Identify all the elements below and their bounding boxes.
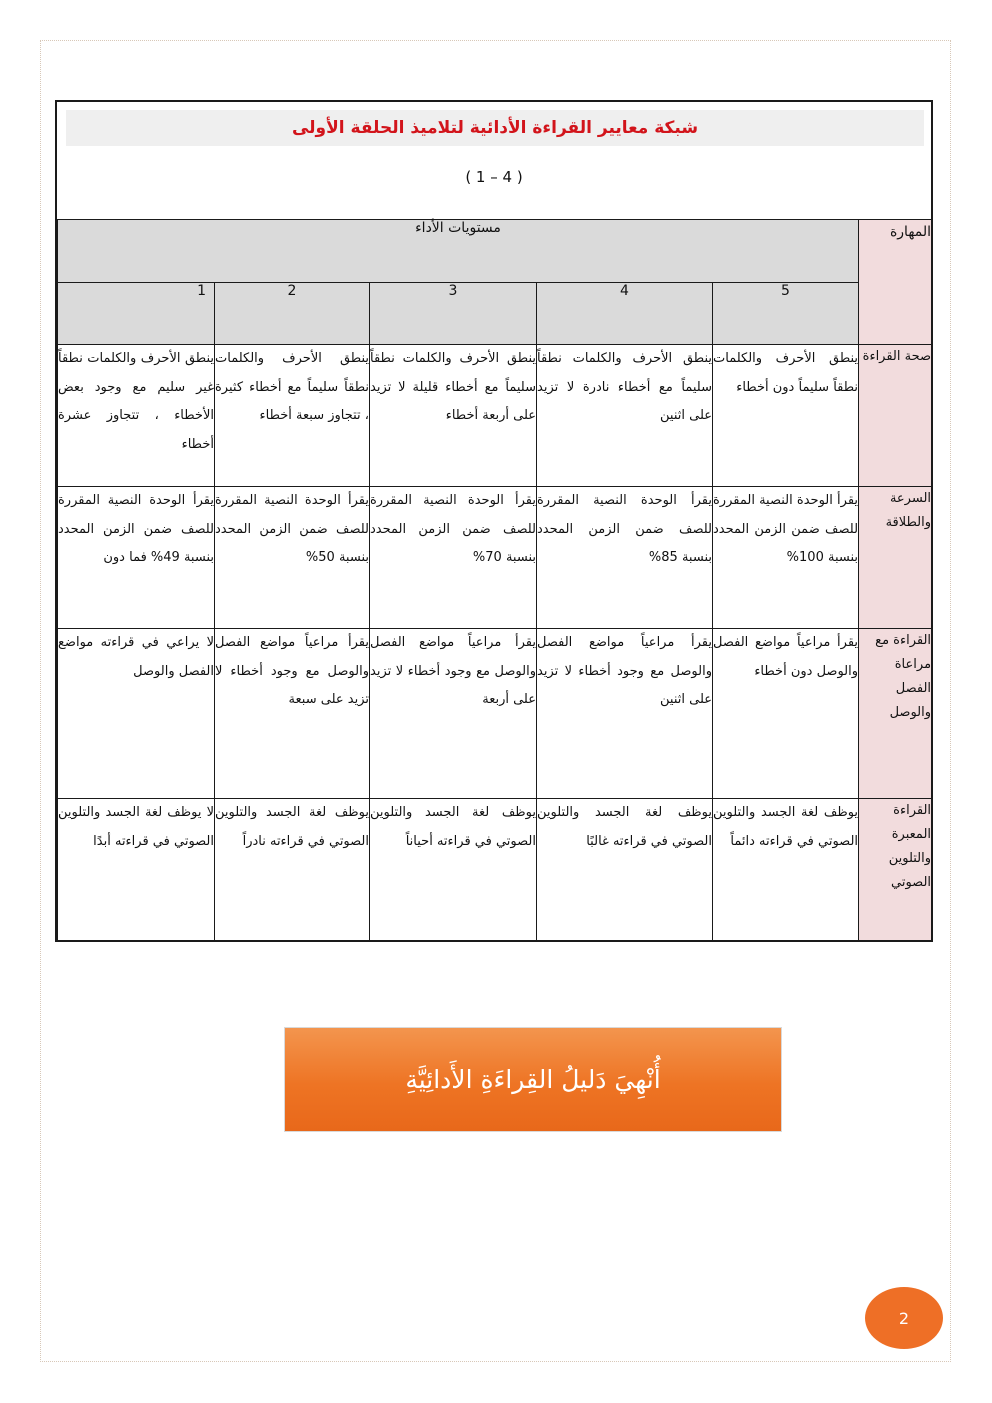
cell-level-4: ينطق الأحرف والكلمات نطقاً سليماً مع أخطاء نادرة لا تزيد على اثنين [537,345,713,487]
page-title: شبكة معايير القراءة الأدائية لتلاميذ الحلقة الأولى [66,110,924,146]
cell-level-3: ينطق الأحرف والكلمات نطقاً سليماً مع أخطاء قليلة لا تزيد على أربعة أخطاء [370,345,537,487]
table-row [58,629,932,799]
rubric-table [55,100,933,942]
cell-level-5: يقرأ مراعياً مواضع الفصل والوصل دون أخطاء [713,629,859,799]
skill-speed-fluency: السرعة والطلاقة [859,487,932,629]
cell-level-1: يقرأ الوحدة النصية المقررة للصف ضمن الزمن المحدد بنسبة 49% فما دون [58,487,215,629]
cell-level-5: يقرأ الوحدة النصية المقررة للصف ضمن الزمن المحدد بنسبة 100% [713,487,859,629]
skill-header: المهارة [859,220,932,345]
level-5: 5 [713,283,859,345]
cell-level-3: يقرأ الوحدة النصية المقررة للصف ضمن الزمن المحدد بنسبة 70% [370,487,537,629]
cell-level-4: يقرأ الوحدة النصية المقررة للصف ضمن الزمن المحدد بنسبة 85% [537,487,713,629]
level-2: 2 [215,283,370,345]
cell-level-1: ينطق الأحرف والكلمات نطقاً غير سليم مع وجود بعض الأخطاء ، تتجاوز عشرة أخطاء [58,345,215,487]
page-number: 2 [865,1287,943,1349]
skill-reading-accuracy: صحة القراءة [859,345,932,487]
cell-level-1: لا يراعي في قراءته مواضع الفصل والوصل [58,629,215,799]
criteria-grid [57,219,932,941]
end-banner-text: أُنْهِيَ دَليلُ القِراءَةِ الأَدائِيَّةِ [405,1065,661,1094]
grade-range: ( 1 – 4 ) [465,168,523,186]
skill-expressive-reading: القراءة المعبرة والتلوين الصوتي [859,799,932,941]
table-row [58,345,932,487]
cell-level-1: لا يوظف لغة الجسد والتلوين الصوتي في قراءته أبدًا [58,799,215,941]
cell-level-2: ينطق الأحرف والكلمات نطقاً سليماً مع أخطاء كثيرة ، تتجاوز سبعة أخطاء [215,345,370,487]
level-4: 4 [537,283,713,345]
title-box [57,102,931,221]
cell-level-3: يقرأ مراعياً مواضع الفصل والوصل مع وجود أخطاء لا تزيد على أربعة [370,629,537,799]
cell-level-2: يقرأ مراعياً مواضع الفصل والوصل مع وجود أخطاء لا تزيد على سبعة [215,629,370,799]
cell-level-4: يقرأ مراعياً مواضع الفصل والوصل مع وجود أخطاء لا تزيد على اثنين [537,629,713,799]
cell-level-5: يوظف لغة الجسد والتلوين الصوتي في قراءته دائماً [713,799,859,941]
table-row [58,799,932,941]
skill-pausing-linking: القراءة مع مراعاة الفصل والوصل [859,629,932,799]
end-banner [284,1027,782,1132]
cell-level-5: ينطق الأحرف والكلمات نطقاً سليماً دون أخطاء [713,345,859,487]
cell-level-3: يوظف لغة الجسد والتلوين الصوتي في قراءته أحياناً [370,799,537,941]
level-3: 3 [370,283,537,345]
cell-level-4: يوظف لغة الجسد والتلوين الصوتي في قراءته غالبًا [537,799,713,941]
cell-level-2: يوظف لغة الجسد والتلوين الصوتي في قراءته نادراً [215,799,370,941]
level-1: 1 [58,283,215,345]
cell-level-2: يقرأ الوحدة النصية المقررة للصف ضمن الزمن المحدد بنسبة 50% [215,487,370,629]
levels-header: مستويات الأداء [58,220,859,283]
table-row [58,487,932,629]
